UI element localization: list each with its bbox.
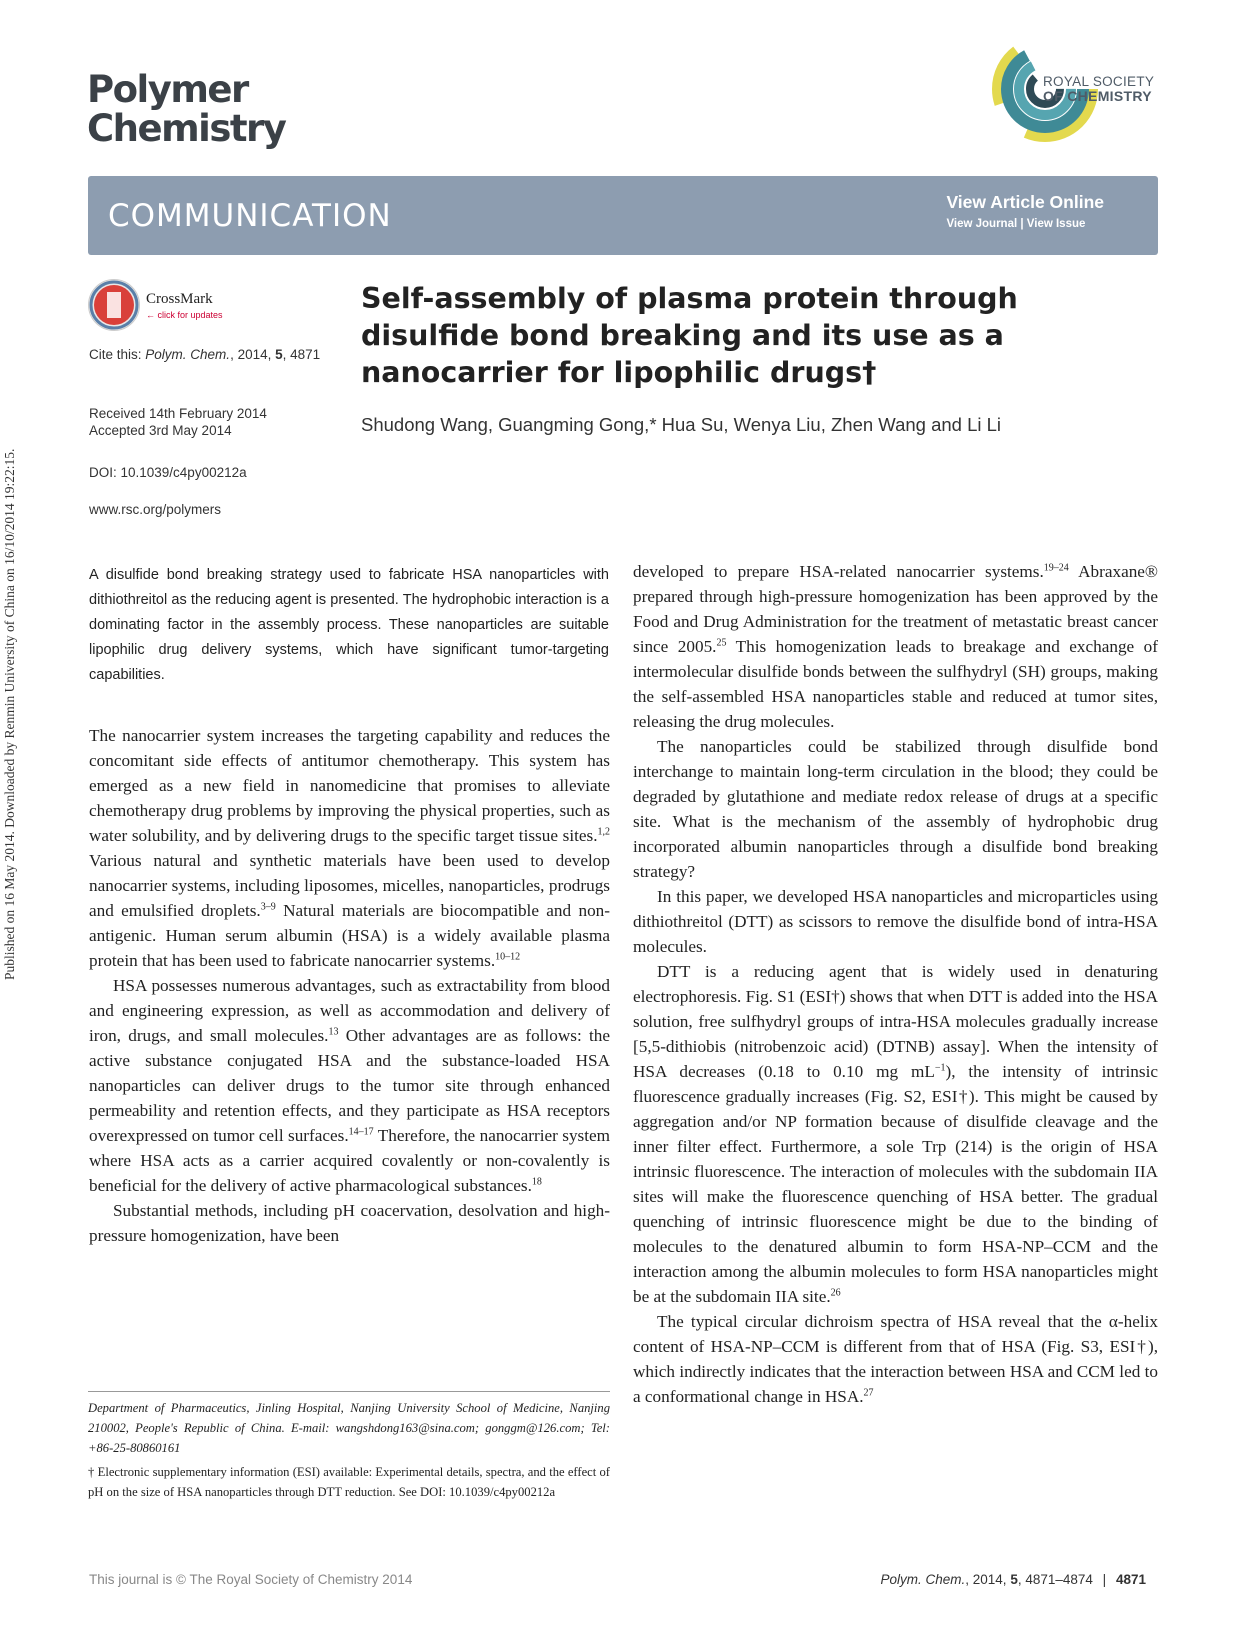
- esi-footnote: † Electronic supplementary information (ESI) available: Experimental details, spectra, and the effect of pH on the size of HSA nanoparticles through DTT reduction. See DOI: 10.1039/c4py00212a: [88, 1465, 610, 1499]
- journal-website-link[interactable]: www.rsc.org/polymers: [89, 502, 222, 517]
- doi[interactable]: DOI: 10.1039/c4py00212a: [89, 465, 247, 480]
- crossmark-icon: [88, 279, 140, 331]
- cite-prefix: Cite this:: [89, 347, 146, 362]
- paragraph: Substantial methods, including pH coacervation, desolvation and high-pressure homogenization, have been: [89, 1201, 610, 1245]
- crossmark-sub-text: click for updates: [157, 310, 223, 320]
- affiliation-footnote: Department of Pharmaceutics, Jinling Hospital, Nanjing University School of Medicine, Nanjing 210002, People's Republic of China. E-mail: wangshdong163@sina.com; gonggm@126.com; Tel: +86-25-80860161: [88, 1401, 610, 1455]
- footnotes: [88, 1398, 610, 1506]
- received-date: Received 14th February 2014: [89, 406, 267, 421]
- left-column: [89, 723, 610, 1248]
- paragraph: developed to prepare HSA-related nanocarrier systems.$^{19-24}$ Abraxane® prepared through high-pressure homogenization has been approved by the Food and Drug Administration for the treatment of metastatic breast cancer since 2005.25 This homogenization leads to breakage and exchange of intermolecular disulfide bonds between the sulfhydryl (SH) groups, making the self-assembled HSA nanoparticles stable and reduced at tumor sites, releasing the drug molecules.: [633, 562, 1158, 731]
- footer-journal: Polym. Chem.: [880, 1572, 966, 1587]
- dates: [89, 405, 267, 439]
- journal-title[interactable]: [87, 70, 285, 148]
- citation: [89, 346, 320, 363]
- right-column: [633, 559, 1158, 1409]
- footnote-divider: [88, 1391, 610, 1392]
- article-type-banner: [88, 176, 1158, 255]
- rsc-line2: OF CHEMISTRY: [1043, 88, 1152, 104]
- paragraph: The nanocarrier system increases the targeting capability and reduces the concomitant side effects of antitumor chemotherapy. This system has emerged as a new field in nanomedicine that promises to alleviate chemotherapy drug problems by improving the physical properties, such as water solubility, and by delivering drugs to the specific target tissue sites.$^{1,2}$ Various natural and synthetic materials have been used to develop nanocarrier systems, including liposomes, micelles, nanoparticles, prodrugs and emulsified droplets.$^{3-9}$ Natural materials are biocompatible and non-antigenic. Human serum albumin (HSA) is a widely available plasma protein that has been used to fabricate nanocarrier systems.$^{10-12}$: [89, 726, 610, 970]
- crossmark-sub: ← click for updates: [146, 310, 223, 320]
- footer-year: , 2014,: [965, 1572, 1011, 1587]
- rsc-line1: ROYAL SOCIETY: [1043, 74, 1155, 89]
- view-issue-link[interactable]: View Issue: [1026, 218, 1086, 230]
- article-title: Self-assembly of plasma protein through disulfide bond breaking and its use as a nanocarrier for lipophilic drugs†: [361, 282, 1018, 389]
- paragraph: The typical circular dichroism spectra of HSA reveal that the α-helix content of HSA-NP–CCM is different from that of HSA (Fig. S3, ESI†), which indirectly indicates that the interaction between HSA and CCM led to a conformational change in HSA.$^{27}$: [633, 1312, 1158, 1406]
- page-footer: [880, 1572, 1146, 1587]
- paragraph: In this paper, we developed HSA nanoparticles and microparticles using dithiothreitol (DTT) as scissors to remove the disulfide bond of intra-HSA molecules.: [633, 887, 1158, 956]
- cite-volume: 5: [275, 347, 283, 362]
- page-number: 4871: [1115, 1572, 1146, 1587]
- abstract: A disulfide bond breaking strategy used to fabricate HSA nanoparticles with dithiothreitol as the reducing agent is presented. The hydrophobic interaction is a dominating factor in the assembly process. These nanoparticles are suitable lipophilic drug delivery systems, which have significant tumor-targeting capabilities.: [89, 567, 609, 683]
- paragraph: DTT is a reducing agent that is widely used in denaturing electrophoresis. Fig. S1 (ESI†) shows that when DTT is added into the HSA solution, free sulfhydryl groups of intra-HSA molecules gradually increase [5,5-dithiobis (nitrobenzoic acid) (DTNB) assay]. When the intensity of HSA decreases (0.18 to 0.10 mg $mL^{-1}$), the intensity of intrinsic fluorescence gradually increases (Fig. S2, ESI†). This might be caused by aggregation and/or NP formation because of disulfide cleavage and the inner filter effect. Furthermore, a sole Trp (214) is the origin of HSA intrinsic fluorescence. The interaction of molecules with the subdomain IIA sites will make the fluorescence quenching of HSA better. The gradual quenching of intrinsic fluorescence might be due to the binding of molecules to the denatured albumin to form HSA-NP–CCM and the interaction among the albumin molecules to form HSA nanoparticles might be at the subdomain IIA site.$^{26}$: [633, 962, 1158, 1306]
- rsc-logo-text: [1043, 75, 1154, 103]
- crossmark-label: CrossMark: [146, 291, 213, 307]
- journal-title-line1: Polymer: [87, 68, 248, 111]
- footer-separator: |: [1102, 1572, 1107, 1587]
- cite-page: , 4871: [282, 347, 321, 362]
- journal-title-line2: Chemistry: [87, 107, 286, 150]
- cite-year: , 2014,: [230, 347, 276, 362]
- authors: Shudong Wang, Guangming Gong,* Hua Su, Wenya Liu, Zhen Wang and Li Li: [361, 414, 1002, 435]
- view-journal-link[interactable]: View Journal: [946, 218, 1018, 230]
- crossmark-badge[interactable]: [88, 279, 238, 331]
- footer-volume: 5: [1010, 1572, 1018, 1587]
- cite-journal: Polym. Chem.: [145, 347, 231, 362]
- banner-links: [946, 192, 1104, 230]
- accepted-date: Accepted 3rd May 2014: [89, 423, 232, 438]
- paragraph: HSA possesses numerous advantages, such as extractability from blood and engineering expression, as well as accommodation and delivery of iron, drugs, and small molecules.$^{13}$ Other advantages are as follows: the active substance conjugated HSA and the substance-loaded HSA nanoparticles can deliver drugs to the tumor site through enhanced permeability and retention effects, and they participate as HSA receptors overexpressed on tumor cell surfaces.$^{14-17}$ Therefore, the nanocarrier system where HSA acts as a carrier acquired covalently or non-covalently is beneficial for the delivery of active pharmacological substances.$^{18}$: [89, 976, 610, 1195]
- article-type-label: COMMUNICATION: [108, 198, 392, 234]
- download-stamp: Published on 16 May 2014. Downloaded by Renmin University of China on 16/10/2014 19:22:15.: [2, 448, 17, 980]
- footer-pages: , 4871–4874: [1017, 1572, 1093, 1587]
- paragraph: The nanoparticles could be stabilized through disulfide bond interchange to maintain long-term circulation in the blood; they could be degraded by glutathione and mediate redox release of drugs at a specific site. What is the mechanism of the assembly of hydrophobic drug incorporated albumin nanoparticles through a disulfide bond breaking strategy?: [633, 737, 1158, 881]
- link-separator: |: [1020, 218, 1024, 230]
- view-article-online-link[interactable]: View Article Online: [946, 192, 1104, 212]
- copyright-footer: This journal is © The Royal Society of Chemistry 2014: [89, 1572, 413, 1587]
